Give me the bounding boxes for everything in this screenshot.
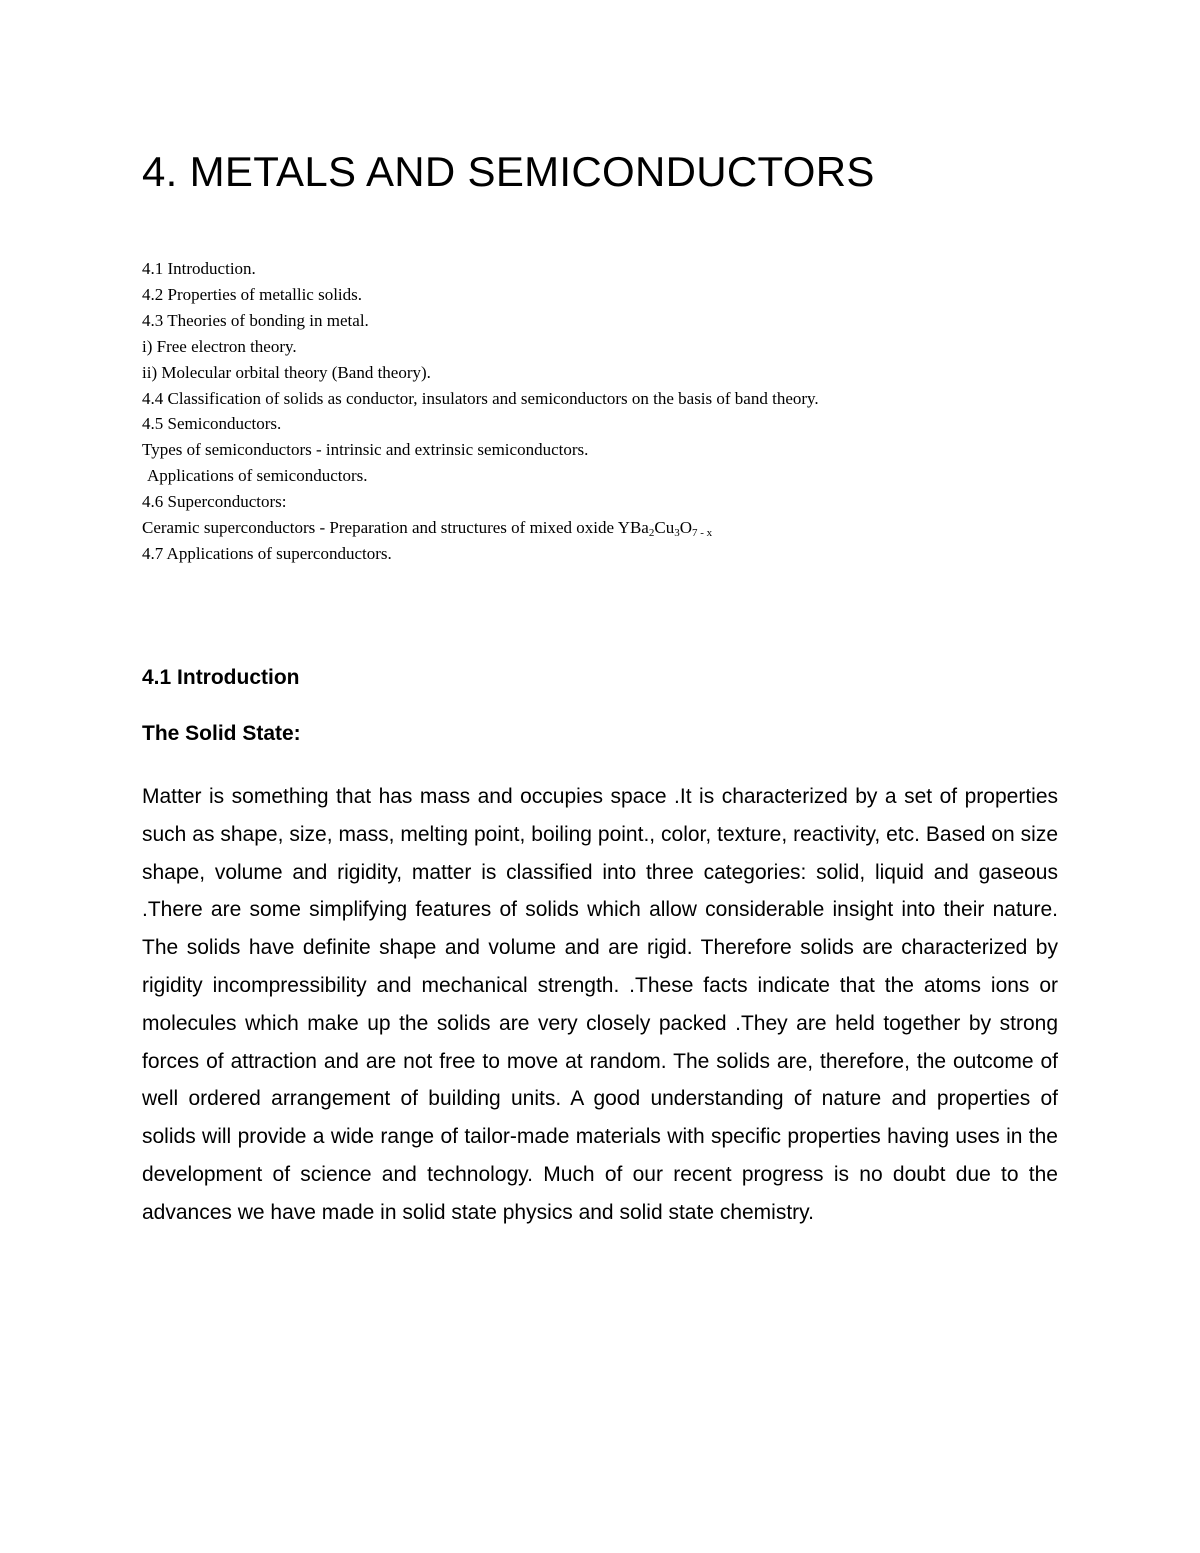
- toc-item: 4.1 Introduction.: [142, 259, 256, 278]
- body-paragraph: Matter is something that has mass and occupies space .It is characterized by a set of properties such as shape, size, mass, melting point, boiling point., color, texture, reactivity, etc. Based on size shape, volume and rigidity, matter is classified into three categories: solid, liquid and gaseous .There are some simplifying features of solids which allow considerable insight into their nature. The solids have definite shape and volume and are rigid. Therefore solids are characterized by rigidity incompressibility and mechanical strength. .These facts indicate that the atoms ions or molecules which make up the solids are very closely packed .They are held together by strong forces of attraction and are not free to move at random. The solids are, therefore, the outcome of well ordered arrangement of building units. A good understanding of nature and properties of solids will provide a wide range of tailor-made materials with specific properties having uses in the development of science and technology. Much of our recent progress is no doubt due to the advances we have made in solid state physics and solid state chemistry.: [142, 785, 1058, 1224]
- formula-part: O: [679, 518, 692, 538]
- toc-item: Types of semiconductors - intrinsic and extrinsic semiconductors.: [142, 440, 589, 460]
- toc-item: 4.3 Theories of bonding in metal.: [142, 310, 369, 330]
- toc-item: 4.5 Semiconductors.: [142, 414, 282, 434]
- chapter-title: 4. METALS AND SEMICONDUCTORS: [142, 148, 875, 195]
- section-heading: 4.1 Introduction: [142, 666, 300, 689]
- formula-prefix: Ceramic superconductors - Preparation and structures of mixed oxide YBa: [142, 518, 649, 538]
- formula-subscript: 3: [674, 527, 680, 540]
- toc-item: 4.7 Applications of superconductors.: [142, 543, 392, 563]
- formula-subscript: 7 - x: [691, 527, 713, 540]
- table-of-contents: [142, 256, 819, 567]
- toc-item: i) Free electron theory.: [142, 336, 297, 356]
- subsection-heading: The Solid State:: [142, 722, 301, 745]
- toc-item: ii) Molecular orbital theory (Band theory).: [142, 362, 431, 382]
- toc-item: Applications of semiconductors.: [147, 466, 368, 486]
- toc-item: 4.6 Superconductors:: [142, 492, 287, 512]
- formula-part: Cu: [654, 518, 675, 538]
- formula-subscript: 2: [648, 527, 655, 540]
- toc-item: 4.2 Properties of metallic solids.: [142, 284, 363, 304]
- toc-item: 4.4 Classification of solids as conductor, insulators and semiconductors on the basis of band theory.: [142, 388, 819, 408]
- toc-item-formula: [142, 515, 819, 541]
